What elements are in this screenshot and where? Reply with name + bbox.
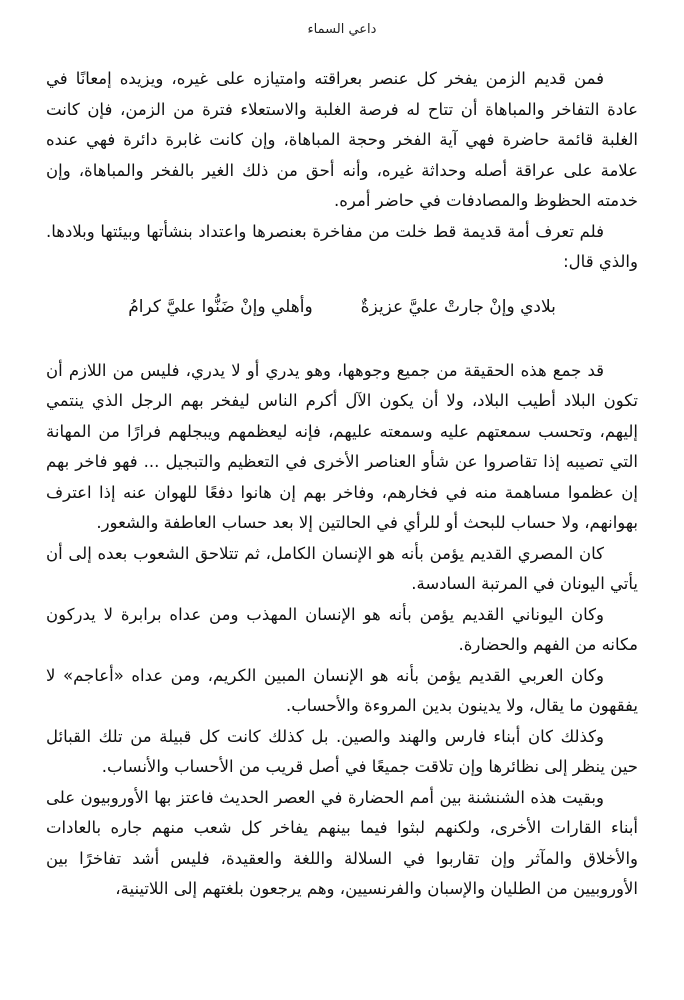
paragraph-3: قد جمع هذه الحقيقة من جميع وجوهها، وهو يدري أو لا يدري، فليس من اللازم أن تكون البلاد أطيب البلاد، ولا أن يكون الآل أكرم الناس ليفخر بهم الرجل الذي ينتمي إليهم، وتحسب سمعتهم عليه وسمعته عليهم، فإنه ليعظمهم ويبجلهم فرارًا من المهانة التي تصيبه إذا تقاصروا عن شأو العناصر الأخرى في التعظيم والتبجيل ... فهو فاخر بهم إن عظموا مساهمة منه في فخارهم، وفاخر بهم إن هانوا دفعًا للهوان عنه إذا اعترف بهوانهم، ولا حساب للبحث أو للرأي في الحالتين إلا بعد حساب العاطفة والشعور. [46, 360, 638, 532]
paragraph-2: فلم تعرف أمة قديمة قط خلت من مفاخرة بعنصرها واعتداد بنشأتها وبيئتها وبلادها. والذي قال: [46, 221, 638, 271]
paragraph-7: وكذلك كان أبناء فارس والهند والصين. بل كذلك كانت كل قبيلة من تلك القبائل حين ينظر إلى نظائرها وإن تلاقت جميعًا في أصل قريب من الأحساب والأنساب. [46, 726, 638, 776]
paragraph-5: وكان اليوناني القديم يؤمن بأنه هو الإنسان المهذب ومن عداه برابرة لا يدركون مكانه من الفهم والحضارة. [46, 604, 638, 654]
paragraph-1: فمن قديم الزمن يفخر كل عنصر بعراقته وامتيازه على غيره، ويزيده إمعانًا في عادة التفاخر والمباهاة أن تتاح له فرصة الغلبة والاستعلاء فترة من الزمن، فإن كانت الغلبة قائمة حاضرة فهي آية الفخر وحجة المباهاة، وإن كانت غابرة دائرة فهي عنده علامة على عراقة أصله وحداثة غيره، وأنه أحق من ذلك الغير بالفخر والمباهاة، وإن خدمته الحظوظ والمصادفات في حاضر أمره. [46, 69, 638, 210]
paragraph-8: وبقيت هذه الشنشنة بين أمم الحضارة في العصر الحديث فاعتز بها الأوروبيون على أبناء القارات الأخرى، ولكنهم لبثوا فيما بينهم يفاخر كل شعب منهم جاره بالعادات والأخلاق والمآثر وإن تقاربوا في السلالة واللغة والعقيدة، فليس أشد تفاخرًا بين الأوروبيين من الطليان والإسبان والفرنسيين، وهم يرجعون بلغتهم إلى اللاتينية، [46, 787, 638, 898]
verse-first-hemistich: بلادي وإنْ جارتْ عليَّ عزيزةٌ [360, 296, 556, 317]
running-header: داعي السماء [307, 22, 377, 37]
poetry-verse [46, 292, 638, 322]
paragraph-4: كان المصري القديم يؤمن بأنه هو الإنسان الكامل، ثم تتلاحق الشعوب بعده إلى أن يأتي اليونان في المرتبة السادسة. [46, 543, 638, 593]
paragraph-6: وكان العربي القديم يؤمن بأنه هو الإنسان المبين الكريم، ومن عداه «أعاجم» لا يفقهون ما يقال، ولا يدينون بدين المروءة والأحساب. [46, 665, 638, 715]
book-page [46, 0, 638, 1000]
verse-second-hemistich: وأهلي وإنْ ضَنُّوا عليَّ كرامُ [128, 296, 313, 317]
